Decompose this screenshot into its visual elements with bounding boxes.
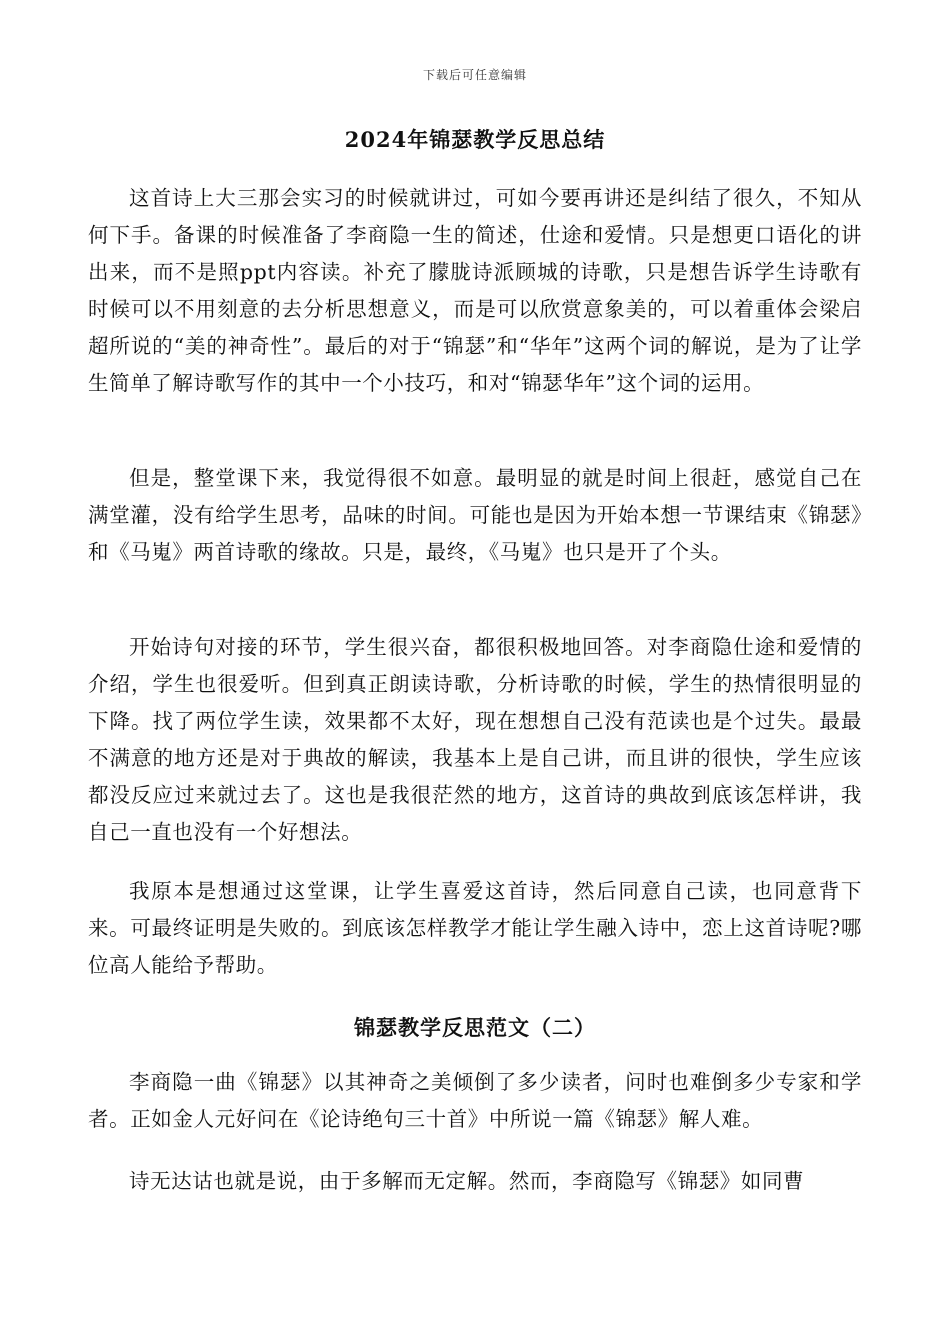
section-subtitle: 锦瑟教学反思范文（二）: [354, 1015, 596, 1040]
paragraph-2: 但是，整堂课下来，我觉得很不如意。最明显的就是时间上很赶，感觉自己在满堂灌，没有给学生思考，品味的时间。可能也是因为开始本想一节课结束《锦瑟》和《马嵬》两首诗歌的缘故。只是，最终，《马嵬》也只是开了个头。: [88, 466, 862, 564]
paragraph-4: 我原本是想通过这堂课，让学生喜爱这首诗，然后同意自己读，也同意背下来。可最终证明是失败的。到底该怎样教学才能让学生融入诗中，恋上这首诗呢?哪位高人能给予帮助。: [88, 879, 862, 977]
paragraph-3: 开始诗句对接的环节，学生很兴奋，都很积极地回答。对李商隐仕途和爱情的介绍，学生也很爱听。但到真正朗读诗歌，分析诗歌的时候，学生的热情很明显的下降。找了两位学生读，效果都不太好，现在想想自己没有范读也是个过失。最最不满意的地方还是对于典故的解读，我基本上是自己讲，而且讲的很快，学生应该都没反应过来就过去了。这也是我很茫然的地方，这首诗的典故到底该怎样讲，我自己一直也没有一个好想法。: [88, 635, 862, 844]
document-title: 2024年锦瑟教学反思总结: [344, 127, 606, 152]
paragraph-1: 这首诗上大三那会实习的时候就讲过，可如今要再讲还是纠结了很久，不知从何下手。备课的时候准备了李商隐一生的简述，仕途和爱情。只是想更口语化的讲出来，而不是照ppt内容读。补充了朦胧诗派顾城的诗歌，只是想告诉学生诗歌有时候可以不用刻意的去分析思想意义，而是可以欣赏意象美的，可以着重体会梁启超所说的“美的神奇性”。最后的对于“锦瑟”和“华年”这两个词的解说，是为了让学生简单了解诗歌写作的其中一个小技巧，和对“锦瑟华年”这个词的运用。: [88, 186, 862, 395]
paragraph-6: 诗无达诂也就是说，由于多解而无定解。然而，李商隐写《锦瑟》如同曹: [129, 1169, 805, 1193]
header-note: 下载后可任意编辑: [422, 68, 527, 82]
paragraph-5: 李商隐一曲《锦瑟》以其神奇之美倾倒了多少读者，问时也难倒多少专家和学者。正如金人元好问在《论诗绝句三十首》中所说一篇《锦瑟》解人难。: [88, 1070, 862, 1131]
